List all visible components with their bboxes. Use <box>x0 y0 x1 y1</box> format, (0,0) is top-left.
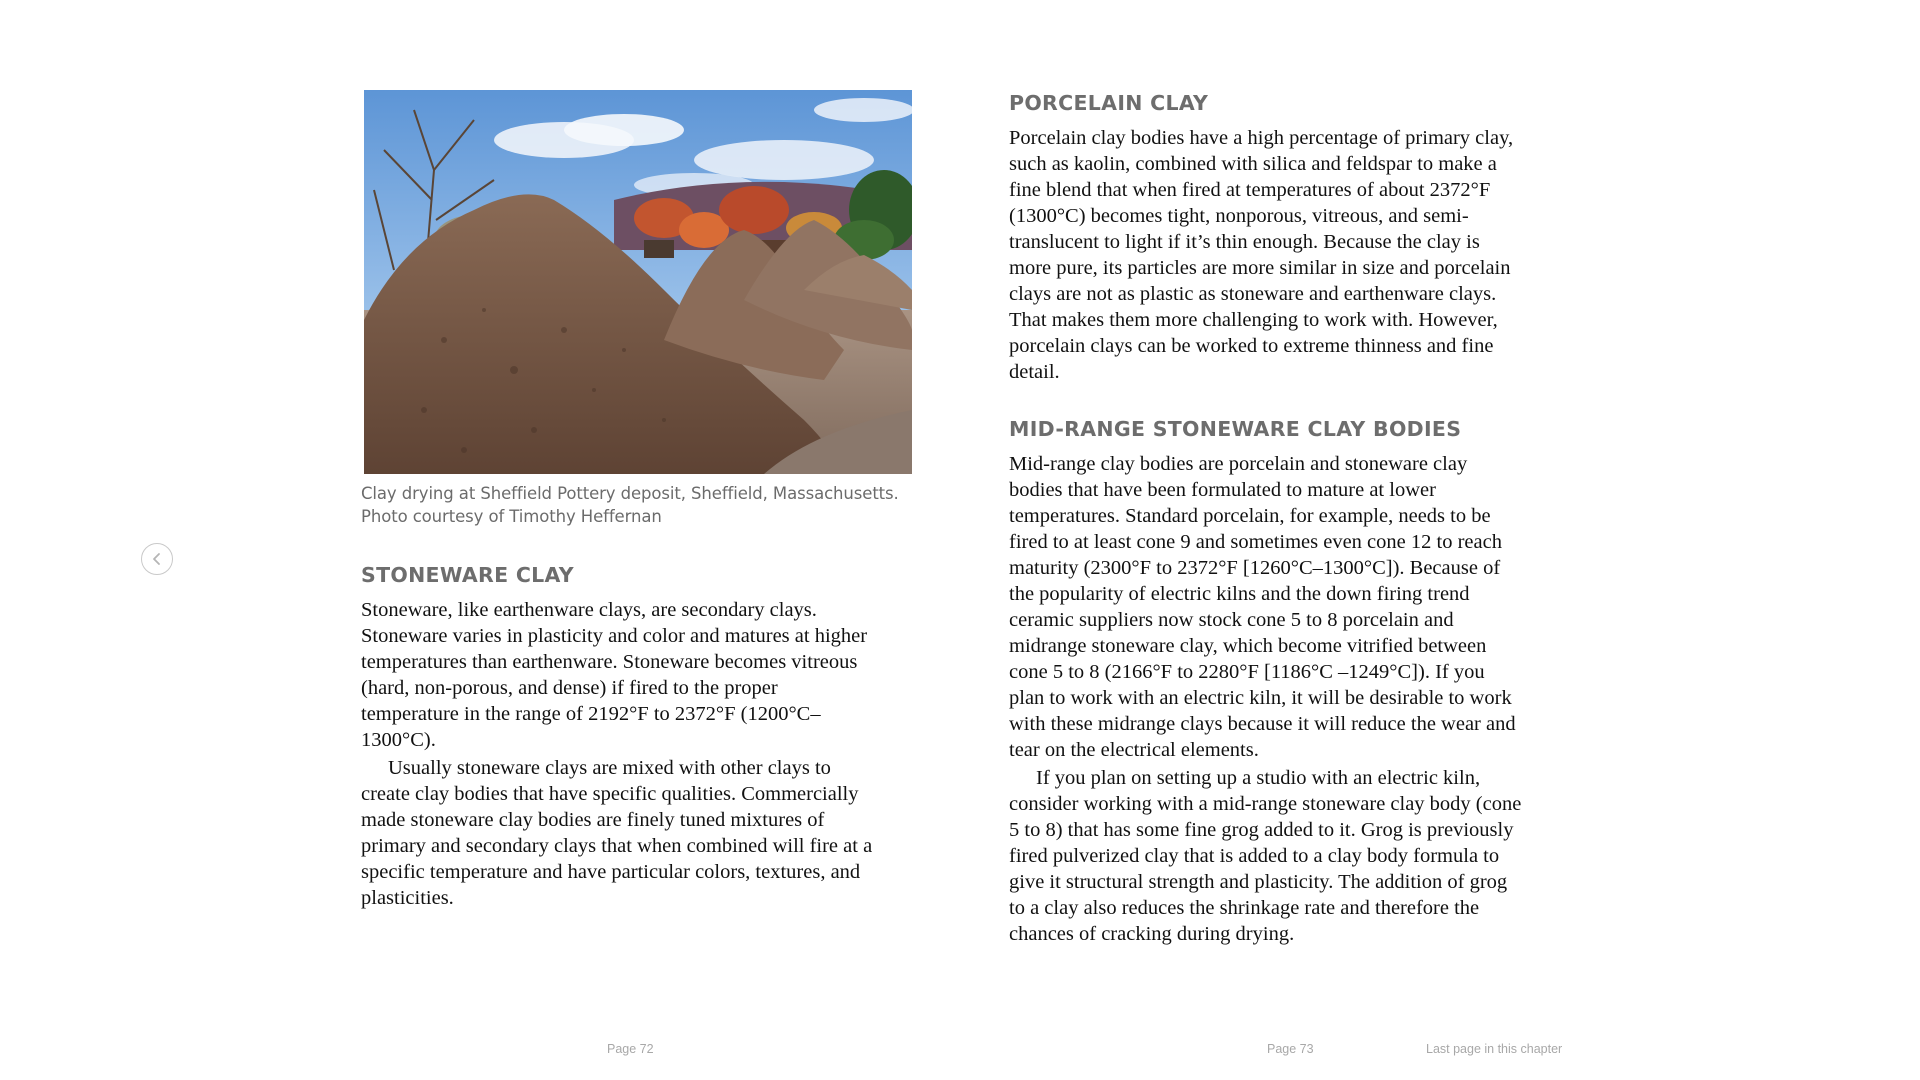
text-line: Stoneware, like earthenware clays, are secondary clays. <box>361 599 817 621</box>
text-line: porcelain clays can be worked to extreme thinness and fine <box>1009 335 1494 357</box>
caption-line: Clay drying at Sheffield Pottery deposit, Sheffield, Massachusetts. <box>361 484 899 503</box>
stoneware-paragraph-1 <box>361 597 921 753</box>
text-line: Usually stoneware clays are mixed with other clays to <box>388 757 831 779</box>
text-line: fired to at least cone 9 and sometimes even cone 12 to reach <box>1009 531 1502 553</box>
text-line: clays are not as plastic as stoneware and earthenware clays. <box>1009 283 1497 305</box>
text-line: chances of cracking during drying. <box>1009 923 1295 945</box>
text-line: more pure, its particles are more similar in size and porcelain <box>1009 257 1511 279</box>
text-line: maturity (2300°F to 2372°F [1260°C–1300°C]). Because of <box>1009 557 1501 579</box>
photo-caption <box>361 482 921 528</box>
text-line: such as kaolin, combined with silica and feldspar to make a <box>1009 153 1497 175</box>
text-line: cone 5 to 8 (2166°F to 2280°F [1186°C –1249°C]). If you <box>1009 661 1485 683</box>
text-line: plasticities. <box>361 887 454 909</box>
mid-range-paragraph-1 <box>1009 451 1569 763</box>
clay-deposit-photo <box>364 90 912 474</box>
right-page <box>1009 89 1569 947</box>
porcelain-paragraph <box>1009 125 1569 385</box>
text-line: midrange stoneware clay, which become vitrified between <box>1009 635 1487 657</box>
text-line: give it structural strength and plasticity. The addition of grog <box>1009 871 1508 893</box>
text-line: temperatures. Standard porcelain, for example, needs to be <box>1009 505 1491 527</box>
caption-line: Photo courtesy of Timothy Heffernan <box>361 507 662 526</box>
text-line: Stoneware varies in plasticity and color and matures at higher <box>361 625 868 647</box>
text-line: fine blend that when fired at temperatures of about 2372°F <box>1009 179 1491 201</box>
text-line: 1300°C). <box>361 729 436 751</box>
text-line: ceramic suppliers now stock cone 5 to 8 porcelain and <box>1009 609 1454 631</box>
text-line: bodies that have been formulated to mature at lower <box>1009 479 1436 501</box>
section-heading-porcelain: PORCELAIN CLAY <box>1009 91 1209 115</box>
stoneware-paragraph-2 <box>361 755 921 911</box>
previous-page-button[interactable] <box>141 543 173 575</box>
page-number-right: Page 73 <box>1267 1042 1314 1056</box>
text-line: Mid-range clay bodies are porcelain and stoneware clay <box>1009 453 1468 475</box>
text-line: If you plan on setting up a studio with an electric kiln, <box>1036 767 1481 789</box>
left-page <box>361 90 921 911</box>
chevron-left-icon <box>150 552 164 566</box>
section-heading-mid-range: MID-RANGE STONEWARE CLAY BODIES <box>1009 417 1462 441</box>
text-line: detail. <box>1009 361 1060 383</box>
text-line: with these midrange clays because it will reduce the wear and <box>1009 713 1516 735</box>
text-line: translucent to light if it’s thin enough. Because the clay is <box>1009 231 1480 253</box>
section-heading-stoneware: STONEWARE CLAY <box>361 563 574 587</box>
last-page-indicator: Last page in this chapter <box>1426 1042 1563 1056</box>
text-line: (1300°C) becomes tight, nonporous, vitreous, and semi- <box>1009 205 1469 227</box>
text-line: temperature in the range of 2192°F to 2372°F (1200°C– <box>361 703 821 725</box>
text-line: Porcelain clay bodies have a high percentage of primary clay, <box>1009 127 1514 149</box>
text-line: (hard, non-porous, and dense) if fired to the proper <box>361 677 778 699</box>
text-line: temperatures than earthenware. Stoneware becomes vitreous <box>361 651 858 673</box>
text-line: 5 to 8) that has some fine grog added to it. Grog is previously <box>1009 819 1514 841</box>
text-line: specific temperature and have particular colors, textures, and <box>361 861 861 883</box>
text-line: the popularity of electric kilns and the down firing trend <box>1009 583 1470 605</box>
text-line: tear on the electrical elements. <box>1009 739 1259 761</box>
text-line: to a clay also reduces the shrinkage rate and therefore the <box>1009 897 1480 919</box>
text-line: That makes them more challenging to work with. However, <box>1009 309 1498 331</box>
text-line: made stoneware clay bodies are finely tuned mixtures of <box>361 809 825 831</box>
text-line: primary and secondary clays that when combined will fire at a <box>361 835 873 857</box>
text-line: create clay bodies that have specific qualities. Commercially <box>361 783 859 805</box>
page-number-left: Page 72 <box>607 1042 654 1056</box>
text-line: plan to work with an electric kiln, it will be desirable to work <box>1009 687 1512 709</box>
text-line: fired pulverized clay that is added to a clay body formula to <box>1009 845 1500 867</box>
text-line: consider working with a mid-range stoneware clay body (cone <box>1009 793 1522 815</box>
mid-range-paragraph-2 <box>1009 765 1569 947</box>
